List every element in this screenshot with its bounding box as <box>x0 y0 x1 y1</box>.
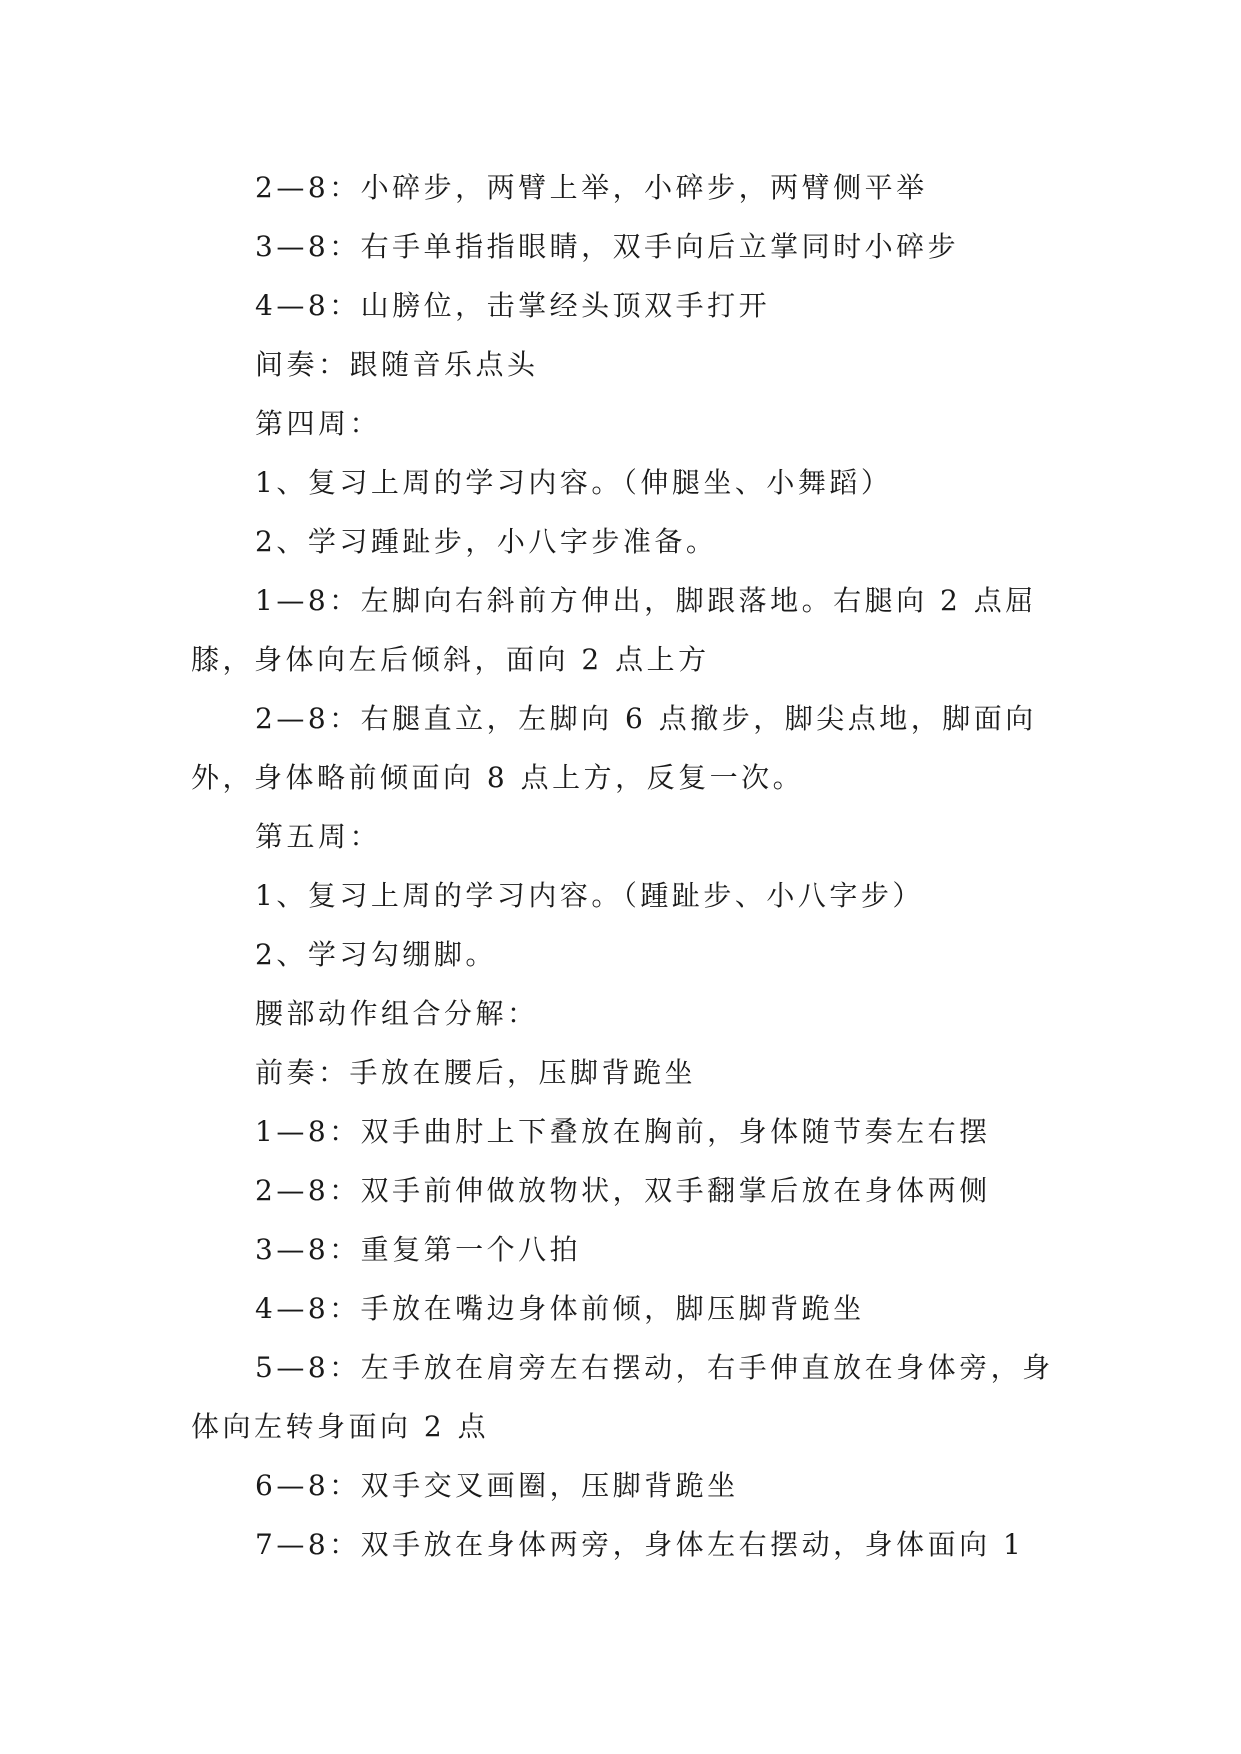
paragraph-3: 4—8：山膀位，击掌经头顶双手打开 <box>255 289 771 322</box>
paragraph-11: 1、复习上周的学习内容。（踵趾步、小八字步） <box>255 879 924 912</box>
section-heading-week-5: 第五周： <box>255 820 382 853</box>
paragraph-12: 2、学习勾绷脚。 <box>255 938 497 971</box>
paragraph-14: 前奏：手放在腰后，压脚背跪坐 <box>255 1056 697 1089</box>
paragraph-21: 7—8：双手放在身体两旁，身体左右摆动，身体面向 1 <box>255 1528 1025 1561</box>
paragraph-15: 1—8：双手曲肘上下叠放在胸前，身体随节奏左右摆 <box>255 1115 991 1148</box>
paragraph-20: 6—8：双手交叉画圈，压脚背跪坐 <box>255 1469 739 1502</box>
paragraph-17: 3—8：重复第一个八拍 <box>255 1233 582 1266</box>
paragraph-16: 2—8：双手前伸做放物状，双手翻掌后放在身体两侧 <box>255 1174 991 1207</box>
paragraph-19: 5—8：左手放在肩旁左右摆动，右手伸直放在身体旁，身体向左转身面向 2 点 <box>191 1351 1054 1443</box>
paragraph-8: 1—8：左脚向右斜前方伸出，脚跟落地。右腿向 2 点屈膝，身体向左后倾斜，面向 2 点上方 <box>191 584 1037 676</box>
paragraph-13: 腰部动作组合分解： <box>255 997 539 1030</box>
paragraph-9: 2—8：右腿直立，左脚向 6 点撤步，脚尖点地，脚面向外，身体略前倾面向 8 点上方，反复一次。 <box>191 702 1037 794</box>
paragraph-2: 3—8：右手单指指眼睛，双手向后立掌同时小碎步 <box>255 230 960 263</box>
paragraph-7: 2、学习踵趾步，小八字步准备。 <box>255 525 718 558</box>
paragraph-4: 间奏：跟随音乐点头 <box>255 348 539 381</box>
paragraph-6: 1、复习上周的学习内容。（伸腿坐、小舞蹈） <box>255 466 893 499</box>
paragraph-18: 4—8：手放在嘴边身体前倾，脚压脚背跪坐 <box>255 1292 865 1325</box>
paragraph-1: 2—8：小碎步，两臂上举，小碎步，两臂侧平举 <box>255 171 928 204</box>
document-body <box>191 158 1061 1574</box>
section-heading-week-4: 第四周： <box>255 407 382 440</box>
